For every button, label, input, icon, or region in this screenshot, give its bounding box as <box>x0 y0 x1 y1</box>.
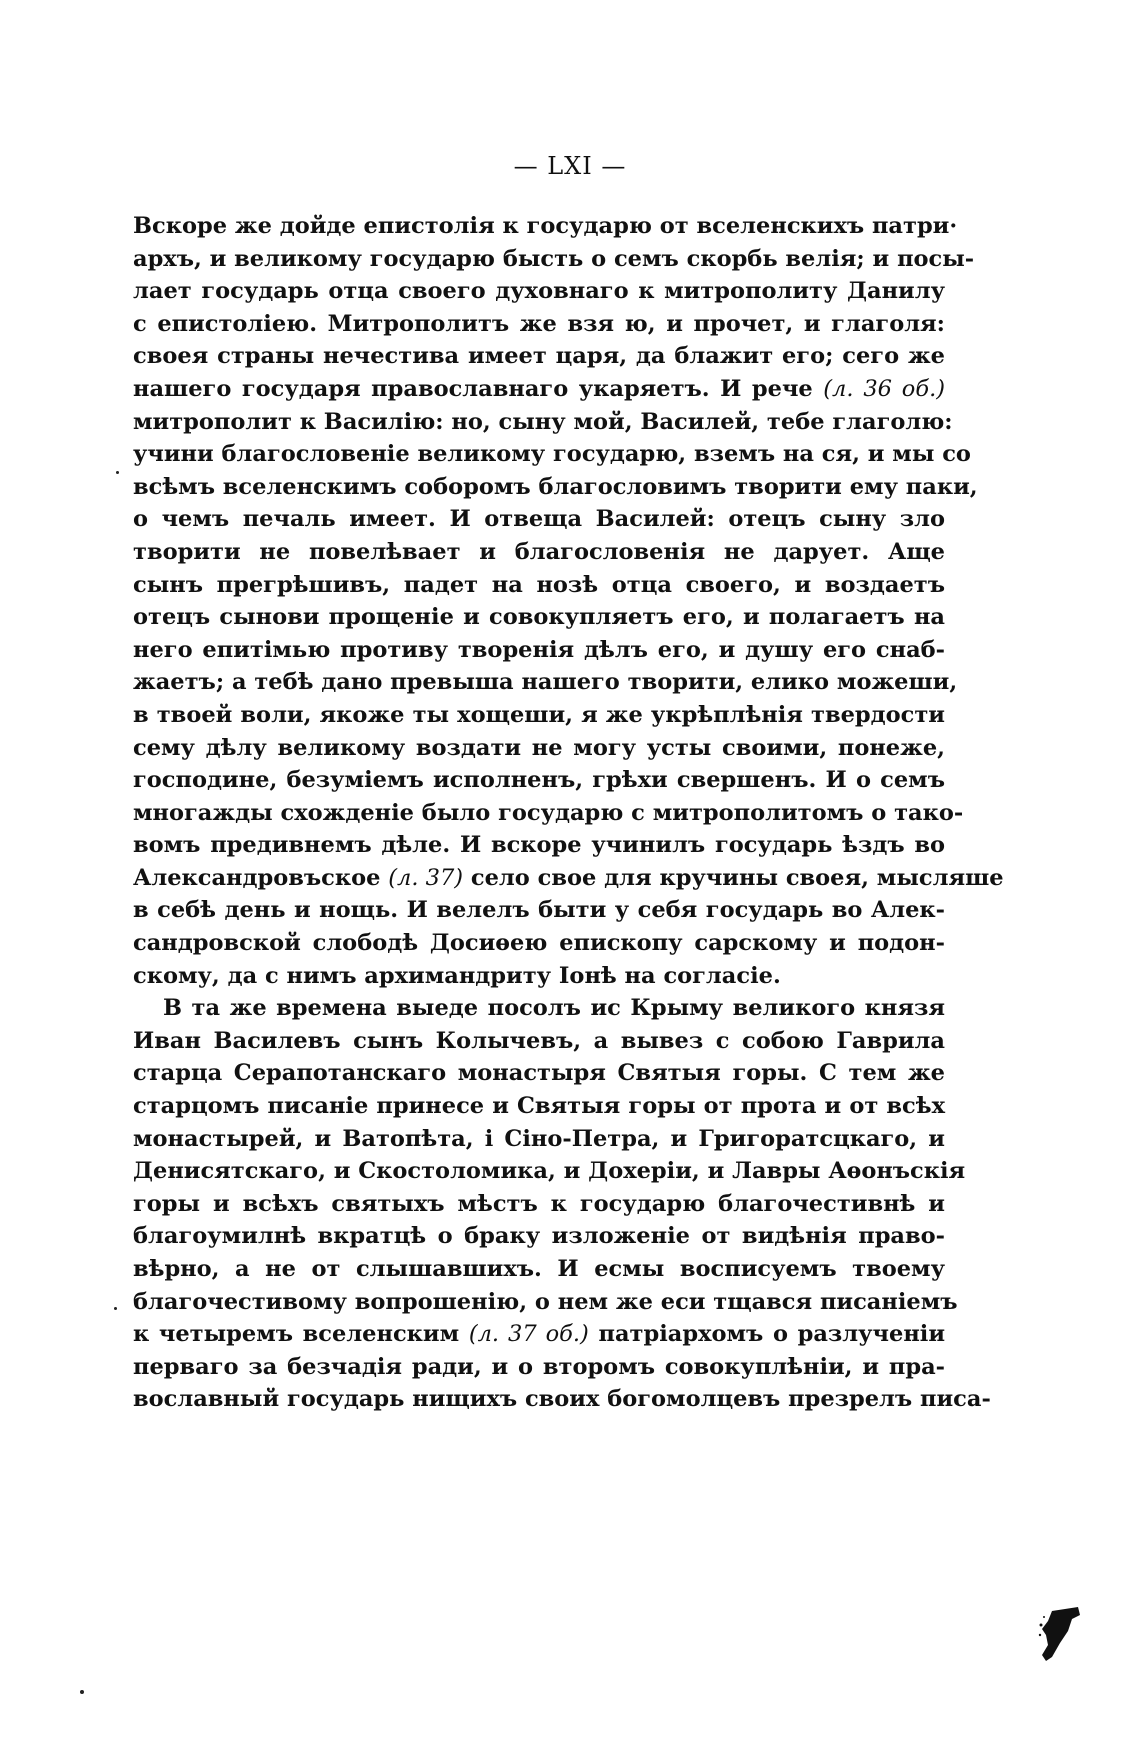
text-segment: село свое для кручины своея, мысляше <box>470 864 1004 891</box>
text-line: отецъ сынови прощеніе и совокупляетъ его, и полагаетъ на <box>133 604 945 631</box>
folio-reference: (л. 37) <box>388 864 464 891</box>
text-segment: Александровъское <box>133 864 381 891</box>
text-line: Иван Василевъ сынъ Колычевъ, а вывез с собою Гаврила <box>133 1027 945 1054</box>
text-line: перваго за безчадія ради, и о второмъ совокуплѣніи, и пра- <box>133 1353 945 1380</box>
text-line: Вскоре же дойде епистолія к государю от вселенскихъ патри· <box>133 213 958 239</box>
text-line: всѣмъ вселенскимъ соборомъ благословимъ творити ему паки, <box>133 473 978 500</box>
text-segment: патріархомъ о разлученіи <box>598 1321 946 1348</box>
text-line <box>133 373 945 406</box>
speck-mark <box>114 1307 117 1310</box>
text-line: вѣрно, а не от слышавшихъ. И есмы восписуемъ твоему <box>133 1256 945 1282</box>
page-number: — LXI — <box>513 152 627 180</box>
folio-reference: (л. 36 об.) <box>823 375 946 402</box>
text-line: с епистоліею. Митрополитъ же взя ю, и прочет, и глаголя: <box>133 310 945 337</box>
text-line: горы и всѣхъ святыхъ мѣстъ к государю благочестивнѣ и <box>133 1190 945 1217</box>
text-line: сынъ прегрѣшивъ, падет на нозѣ отца своего, и воздаетъ <box>133 571 945 598</box>
text-line: благоумилнѣ вкратцѣ о браку изложеніе от видѣнія право- <box>133 1223 945 1250</box>
text-line <box>133 1318 945 1351</box>
text-segment: к четыремъ вселенским <box>133 1321 460 1348</box>
text-line: сандровской слободѣ Досиѳею епископу сарскому и подон- <box>133 930 945 957</box>
text-line: жаетъ; а тебѣ дано превыша нашего творити, елико можеши, <box>133 669 958 696</box>
text-line: вомъ предивнемъ дѣле. И вскоре учинилъ государь ѣздъ во <box>133 832 945 859</box>
text-line: своея страны нечестива имеет царя, да блажит его; сего же <box>133 343 945 370</box>
text-line: благочестивому вопрошенію, о нем же еси тщався писаніемъ <box>133 1288 958 1315</box>
folio-reference: (л. 37 об.) <box>468 1321 589 1348</box>
text-line: монастырей, и Ватопѣта, і Сіно-Петра, и Григоратсцкаго, и <box>133 1125 945 1152</box>
text-line: творити не повелѣвает и благословенія не дарует. Аще <box>133 538 945 565</box>
text-line: В та же времена выеде посолъ ис Крыму великого князя <box>163 995 945 1022</box>
speck-mark <box>116 471 119 474</box>
text-line: в твоей воли, якоже ты хощеши, я же укрѣплѣнія твердости <box>133 701 945 728</box>
text-line: Денисятскаго, и Скостоломика, и Дохеріи, и Лавры Аѳонъскія <box>133 1158 966 1185</box>
text-segment: нашего государя православнаго укаряетъ. И рече <box>133 375 813 402</box>
text-line: старцомъ писаніе принесе и Святыя горы от прота и от всѣх <box>133 1093 945 1120</box>
text-block <box>133 210 1004 1416</box>
text-line: скому, да с нимъ архимандриту Іонѣ на согласіе. <box>133 962 781 989</box>
text-line: господине, безуміемъ исполненъ, грѣхи свершенъ. И о семъ <box>133 767 945 794</box>
text-line: архъ, и великому государю бысть о семъ скорбь велія; и посы- <box>133 245 975 272</box>
text-line: митрополит к Василію: но, сыну мой, Василей, тебе глаголю: <box>133 408 953 435</box>
text-line: вославный государь нищихъ своих богомолцевъ презрелъ писа- <box>133 1386 991 1413</box>
text-line: в себѣ день и нощь. И велелъ быти у себя государь во Алек- <box>133 897 945 924</box>
text-line: сему дѣлу великому воздати не могу усты своими, понеже, <box>133 734 945 761</box>
text-line <box>133 862 1004 895</box>
speck-mark <box>80 1690 84 1694</box>
text-line: него епитімью противу творенія дѣлъ его, и душу его снаб- <box>133 636 945 663</box>
ink-blot-mark <box>1038 1605 1082 1663</box>
text-line: учини благословеніе великому государю, вземъ на ся, и мы со <box>133 441 971 468</box>
text-line: многажды схожденіе было государю с митрополитомъ о тако- <box>133 799 964 826</box>
text-line: о чемъ печаль имеет. И отвеща Василей: отецъ сыну зло <box>133 506 945 533</box>
text-line: лает государь отца своего духовнаго к митрополиту Данилу <box>133 278 945 305</box>
text-line: старца Серапотанскаго монастыря Святыя горы. С тем же <box>133 1060 945 1087</box>
